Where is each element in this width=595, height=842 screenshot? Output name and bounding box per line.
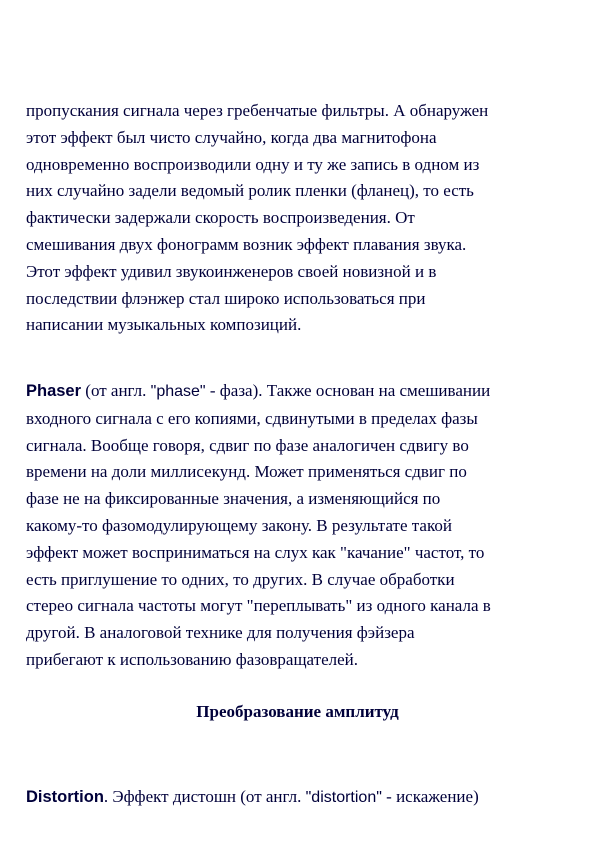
text-line: прибегают к использованию фазовращателей.	[26, 649, 359, 669]
text-line: написании музыкальных композиций.	[26, 315, 302, 335]
section-heading: Преобразование амплитуд	[196, 702, 399, 721]
text-fragment: - фаза). Также основан на смешивании	[205, 381, 491, 400]
text-line: какому-то фазомодулирующему закону. В результате такой	[26, 515, 452, 535]
term-phaser: Phaser	[26, 382, 82, 400]
text-line: стерео сигнала частоты могут "переплывать" из одного канала в	[26, 596, 491, 616]
paragraph-distortion	[26, 784, 586, 812]
text-line: другой. В аналоговой технике для получения фэйзера	[26, 623, 415, 643]
text-line: сигнала. Вообще говоря, сдвиг по фазе аналогичен сдвигу во	[26, 435, 469, 455]
text-line: входного сигнала с его копиями, сдвинутыми в пределах фазы	[26, 408, 478, 428]
quoted-term: "distortion"	[305, 789, 382, 806]
text-line	[26, 784, 586, 812]
text-line	[26, 378, 586, 406]
text-line: Этот эффект удивил звукоинженеров своей новизной и в	[26, 261, 437, 281]
text-line: фактически задержали скорость воспроизведения. От	[26, 208, 415, 228]
text-line: есть приглушение то одних, то других. В случае обработки	[26, 569, 455, 589]
text-fragment: . Эффект дистошн (от англ.	[103, 787, 306, 806]
text-line: последствии флэнжер стал широко использоваться при	[26, 288, 426, 308]
paragraph-phaser	[26, 378, 586, 674]
text-line: эффект может восприниматься на слух как "качание" частот, то	[26, 542, 485, 562]
text-line: этот эффект был чисто случайно, когда два магнитофона	[26, 127, 437, 147]
text-fragment: - искажение)	[381, 787, 479, 806]
term-distortion: Distortion	[26, 788, 104, 806]
text-line: одновременно воспроизводили одну и ту же запись в одном из	[26, 154, 480, 174]
quoted-term: "phase"	[150, 383, 206, 400]
text-line: времени на доли миллисекунд. Может применяться сдвиг по	[26, 462, 467, 482]
paragraph-flanger-continuation	[26, 98, 586, 339]
text-line: пропускания сигнала через гребенчатые фильтры. А обнаружен	[26, 101, 489, 120]
text-line: смешивания двух фонограмм возник эффект плавания звука.	[26, 234, 467, 254]
text-fragment: (от англ.	[81, 381, 151, 400]
text-line: фазе не на фиксированные значения, а изменяющийся по	[26, 489, 441, 509]
text-line: них случайно задели ведомый ролик пленки (фланец), то есть	[26, 181, 474, 201]
